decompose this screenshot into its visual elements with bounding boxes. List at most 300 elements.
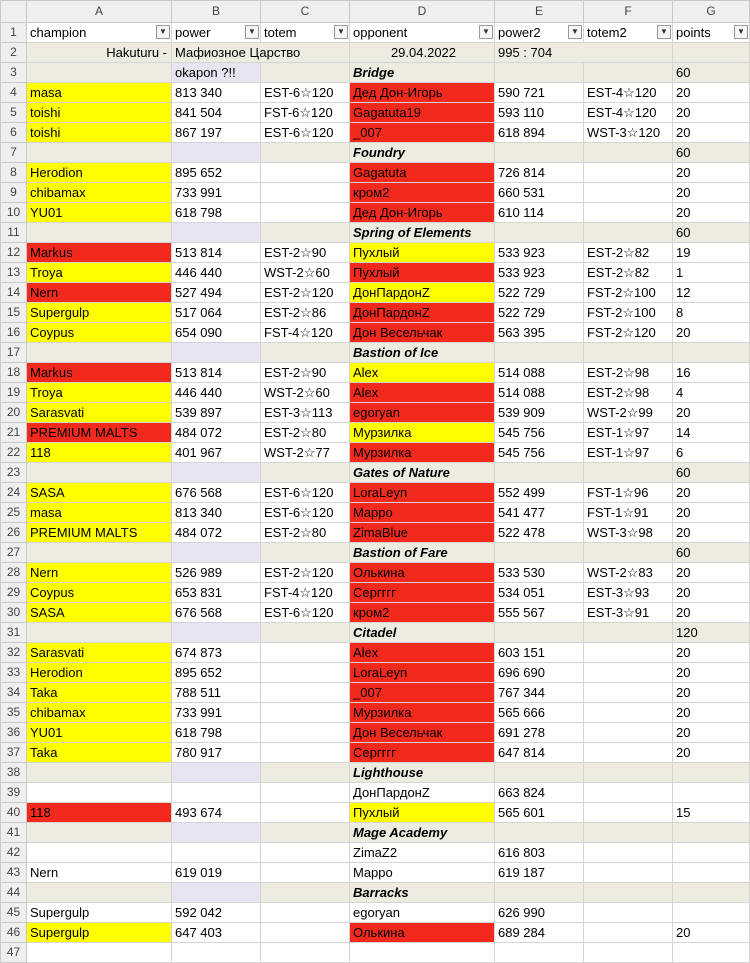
cell[interactable]: EST-6☆120	[261, 83, 350, 103]
cell[interactable]: 14	[673, 423, 750, 443]
cell[interactable]: Мaрро	[350, 503, 495, 523]
cell[interactable]: FST-2☆100	[584, 303, 673, 323]
cell[interactable]	[350, 943, 495, 963]
row-header[interactable]: 39	[1, 783, 27, 803]
cell[interactable]: Bastion of Ice	[350, 343, 495, 363]
cell[interactable]: кром2	[350, 603, 495, 623]
header-cell-champion[interactable]	[27, 23, 172, 43]
row-header[interactable]: 41	[1, 823, 27, 843]
cell[interactable]: Сергггг	[350, 743, 495, 763]
cell[interactable]: 592 042	[172, 903, 261, 923]
row-header[interactable]: 16	[1, 323, 27, 343]
cell[interactable]	[27, 143, 172, 163]
info-cell[interactable]: Hakuturu -	[27, 43, 172, 63]
cell[interactable]: EST-2☆90	[261, 243, 350, 263]
cell[interactable]: 788 511	[172, 683, 261, 703]
row-header[interactable]: 1	[1, 23, 27, 43]
row-header[interactable]: 44	[1, 883, 27, 903]
cell[interactable]: Олькина	[350, 923, 495, 943]
cell[interactable]: Дон Весельчак	[350, 323, 495, 343]
cell[interactable]: _007	[350, 683, 495, 703]
cell[interactable]	[584, 783, 673, 803]
row-header[interactable]: 13	[1, 263, 27, 283]
cell[interactable]: 527 494	[172, 283, 261, 303]
cell[interactable]	[584, 463, 673, 483]
cell[interactable]: 20	[673, 703, 750, 723]
cell[interactable]	[27, 543, 172, 563]
cell[interactable]: Олькина	[350, 563, 495, 583]
cell[interactable]: 118	[27, 443, 172, 463]
cell[interactable]	[261, 643, 350, 663]
cell[interactable]: SASA	[27, 603, 172, 623]
dropdown-arrow-icon[interactable]: ▼	[245, 25, 259, 39]
cell[interactable]	[261, 763, 350, 783]
cell[interactable]: FST-1☆96	[584, 483, 673, 503]
cell[interactable]: 20	[673, 483, 750, 503]
cell[interactable]: 20	[673, 743, 750, 763]
cell[interactable]: 767 344	[495, 683, 584, 703]
cell[interactable]: 60	[673, 223, 750, 243]
cell[interactable]: 12	[673, 283, 750, 303]
cell[interactable]: 676 568	[172, 483, 261, 503]
cell[interactable]: 20	[673, 663, 750, 683]
cell[interactable]: Alex	[350, 383, 495, 403]
cell[interactable]: EST-1☆97	[584, 443, 673, 463]
cell[interactable]: WST-2☆60	[261, 263, 350, 283]
dropdown-arrow-icon[interactable]: ▼	[568, 25, 582, 39]
row-header[interactable]: 40	[1, 803, 27, 823]
cell[interactable]: 484 072	[172, 423, 261, 443]
cell[interactable]	[261, 743, 350, 763]
cell[interactable]: 534 051	[495, 583, 584, 603]
cell[interactable]: Пухлый	[350, 803, 495, 823]
header-cell-power[interactable]	[172, 23, 261, 43]
cell[interactable]	[261, 843, 350, 863]
row-header[interactable]: 24	[1, 483, 27, 503]
cell[interactable]: chibamax	[27, 703, 172, 723]
cell[interactable]	[584, 543, 673, 563]
cell[interactable]: 60	[673, 63, 750, 83]
cell[interactable]: 545 756	[495, 423, 584, 443]
cell[interactable]	[495, 623, 584, 643]
cell[interactable]: 618 894	[495, 123, 584, 143]
cell[interactable]	[261, 703, 350, 723]
row-header[interactable]: 38	[1, 763, 27, 783]
cell[interactable]: masa	[27, 83, 172, 103]
cell[interactable]: ZimaBlue	[350, 523, 495, 543]
row-header[interactable]: 10	[1, 203, 27, 223]
column-header-A[interactable]: A	[27, 1, 172, 23]
cell[interactable]: 533 923	[495, 263, 584, 283]
cell[interactable]: Nern	[27, 283, 172, 303]
cell[interactable]: EST-6☆120	[261, 483, 350, 503]
cell[interactable]: PREMIUM MALTS	[27, 423, 172, 443]
header-cell-points[interactable]	[673, 23, 750, 43]
cell[interactable]	[261, 823, 350, 843]
row-header[interactable]: 33	[1, 663, 27, 683]
cell[interactable]: EST-2☆120	[261, 563, 350, 583]
row-header[interactable]: 32	[1, 643, 27, 663]
row-header[interactable]: 9	[1, 183, 27, 203]
cell[interactable]	[495, 463, 584, 483]
cell[interactable]	[27, 343, 172, 363]
cell[interactable]: Nern	[27, 863, 172, 883]
cell[interactable]: 590 721	[495, 83, 584, 103]
dropdown-arrow-icon[interactable]: ▼	[657, 25, 671, 39]
cell[interactable]: 541 477	[495, 503, 584, 523]
cell[interactable]	[673, 903, 750, 923]
cell[interactable]: EST-2☆80	[261, 423, 350, 443]
cell[interactable]	[172, 623, 261, 643]
cell[interactable]: EST-2☆90	[261, 363, 350, 383]
cell[interactable]	[27, 883, 172, 903]
cell[interactable]: 565 666	[495, 703, 584, 723]
cell[interactable]: WST-2☆99	[584, 403, 673, 423]
cell[interactable]	[495, 883, 584, 903]
cell[interactable]: chibamax	[27, 183, 172, 203]
cell[interactable]: Foundry	[350, 143, 495, 163]
cell[interactable]: FST-4☆120	[261, 323, 350, 343]
cell[interactable]	[584, 743, 673, 763]
row-header[interactable]: 28	[1, 563, 27, 583]
cell[interactable]: WST-3☆98	[584, 523, 673, 543]
cell[interactable]: 16	[673, 363, 750, 383]
cell[interactable]: EST-2☆98	[584, 363, 673, 383]
cell[interactable]: EST-2☆80	[261, 523, 350, 543]
cell[interactable]	[584, 623, 673, 643]
cell[interactable]: PREMIUM MALTS	[27, 523, 172, 543]
cell[interactable]: FST-1☆91	[584, 503, 673, 523]
cell[interactable]: 20	[673, 523, 750, 543]
cell[interactable]	[27, 623, 172, 643]
dropdown-arrow-icon[interactable]: ▼	[734, 25, 748, 39]
cell[interactable]: Gates of Nature	[350, 463, 495, 483]
row-header[interactable]: 17	[1, 343, 27, 363]
cell[interactable]: 20	[673, 103, 750, 123]
cell[interactable]	[673, 823, 750, 843]
row-header[interactable]: 31	[1, 623, 27, 643]
cell[interactable]: 513 814	[172, 363, 261, 383]
cell[interactable]: 610 114	[495, 203, 584, 223]
row-header[interactable]: 35	[1, 703, 27, 723]
cell[interactable]	[261, 863, 350, 883]
cell[interactable]: 618 798	[172, 723, 261, 743]
cell[interactable]	[584, 203, 673, 223]
cell[interactable]: 20	[673, 683, 750, 703]
info-cell[interactable]: 29.04.2022	[350, 43, 495, 63]
cell[interactable]: Taka	[27, 683, 172, 703]
cell[interactable]: ZimaZ2	[350, 843, 495, 863]
cell[interactable]: 533 530	[495, 563, 584, 583]
cell[interactable]: 563 395	[495, 323, 584, 343]
cell[interactable]: FST-6☆120	[261, 103, 350, 123]
cell[interactable]	[495, 823, 584, 843]
cell[interactable]: FST-4☆120	[261, 583, 350, 603]
cell[interactable]: 565 601	[495, 803, 584, 823]
cell[interactable]: 20	[673, 563, 750, 583]
cell[interactable]: Мурзилка	[350, 423, 495, 443]
cell[interactable]: 689 284	[495, 923, 584, 943]
cell[interactable]: Taka	[27, 743, 172, 763]
cell[interactable]	[584, 223, 673, 243]
row-header[interactable]: 14	[1, 283, 27, 303]
header-cell-power2[interactable]	[495, 23, 584, 43]
cell[interactable]: Дед Дон-Игорь	[350, 203, 495, 223]
cell[interactable]	[584, 763, 673, 783]
cell[interactable]	[584, 823, 673, 843]
cell[interactable]: 660 531	[495, 183, 584, 203]
cell[interactable]: 20	[673, 163, 750, 183]
cell[interactable]: masa	[27, 503, 172, 523]
row-header[interactable]: 42	[1, 843, 27, 863]
cell[interactable]	[27, 463, 172, 483]
cell[interactable]: 895 652	[172, 663, 261, 683]
cell[interactable]: Herodion	[27, 663, 172, 683]
row-header[interactable]: 36	[1, 723, 27, 743]
row-header[interactable]: 7	[1, 143, 27, 163]
cell[interactable]: EST-2☆82	[584, 263, 673, 283]
row-header[interactable]: 43	[1, 863, 27, 883]
cell[interactable]	[261, 683, 350, 703]
row-header[interactable]: 5	[1, 103, 27, 123]
cell[interactable]: Spring of Elements	[350, 223, 495, 243]
cell[interactable]: 20	[673, 403, 750, 423]
cell[interactable]: Lighthouse	[350, 763, 495, 783]
cell[interactable]: Troya	[27, 383, 172, 403]
cell[interactable]: 446 440	[172, 383, 261, 403]
cell[interactable]	[261, 143, 350, 163]
cell[interactable]: WST-2☆83	[584, 563, 673, 583]
cell[interactable]	[495, 223, 584, 243]
cell[interactable]: 539 897	[172, 403, 261, 423]
cell[interactable]: 813 340	[172, 83, 261, 103]
cell[interactable]: 20	[673, 83, 750, 103]
cell[interactable]	[495, 143, 584, 163]
cell[interactable]: EST-2☆82	[584, 243, 673, 263]
cell[interactable]: 20	[673, 603, 750, 623]
cell[interactable]	[495, 763, 584, 783]
cell[interactable]: 60	[673, 543, 750, 563]
cell[interactable]	[673, 763, 750, 783]
cell[interactable]: 522 729	[495, 303, 584, 323]
cell[interactable]	[261, 803, 350, 823]
cell[interactable]	[27, 783, 172, 803]
row-header[interactable]: 46	[1, 923, 27, 943]
cell[interactable]: 647 403	[172, 923, 261, 943]
cell[interactable]	[261, 723, 350, 743]
cell[interactable]: Herodion	[27, 163, 172, 183]
row-header[interactable]: 34	[1, 683, 27, 703]
cell[interactable]	[261, 63, 350, 83]
header-cell-totem[interactable]	[261, 23, 350, 43]
cell[interactable]: EST-4☆120	[584, 103, 673, 123]
cell[interactable]: 522 729	[495, 283, 584, 303]
cell[interactable]: EST-2☆120	[261, 283, 350, 303]
cell[interactable]: 20	[673, 203, 750, 223]
cell[interactable]: 493 674	[172, 803, 261, 823]
cell[interactable]	[584, 883, 673, 903]
cell[interactable]: Mage Academy	[350, 823, 495, 843]
cell[interactable]: EST-6☆120	[261, 123, 350, 143]
column-header-G[interactable]: G	[673, 1, 750, 23]
info-cell[interactable]: Мафиозное Царство	[172, 43, 350, 63]
cell[interactable]: 733 991	[172, 703, 261, 723]
cell[interactable]	[584, 863, 673, 883]
cell[interactable]: EST-6☆120	[261, 503, 350, 523]
cell[interactable]: Gagatuta19	[350, 103, 495, 123]
cell[interactable]	[172, 783, 261, 803]
row-header[interactable]: 45	[1, 903, 27, 923]
cell[interactable]	[261, 903, 350, 923]
cell[interactable]	[584, 683, 673, 703]
row-header[interactable]: 19	[1, 383, 27, 403]
cell[interactable]	[673, 343, 750, 363]
cell[interactable]: 603 151	[495, 643, 584, 663]
cell[interactable]: 526 989	[172, 563, 261, 583]
row-header[interactable]: 22	[1, 443, 27, 463]
cell[interactable]: 619 187	[495, 863, 584, 883]
cell[interactable]: LoraLeyn	[350, 483, 495, 503]
cell[interactable]: SASA	[27, 483, 172, 503]
cell[interactable]	[584, 343, 673, 363]
cell[interactable]: 653 831	[172, 583, 261, 603]
cell[interactable]: 663 824	[495, 783, 584, 803]
cell[interactable]	[261, 943, 350, 963]
cell[interactable]: 20	[673, 923, 750, 943]
row-header[interactable]: 3	[1, 63, 27, 83]
cell[interactable]: 446 440	[172, 263, 261, 283]
column-header-B[interactable]: B	[172, 1, 261, 23]
cell[interactable]: Сергггг	[350, 583, 495, 603]
cell[interactable]: WST-3☆120	[584, 123, 673, 143]
cell[interactable]: 6	[673, 443, 750, 463]
cell[interactable]: 20	[673, 503, 750, 523]
cell[interactable]: okapon ?!!	[172, 63, 261, 83]
cell[interactable]	[261, 623, 350, 643]
cell[interactable]: 20	[673, 123, 750, 143]
cell[interactable]: 539 909	[495, 403, 584, 423]
cell[interactable]	[673, 843, 750, 863]
cell[interactable]: Barracks	[350, 883, 495, 903]
cell[interactable]	[584, 903, 673, 923]
column-header-E[interactable]: E	[495, 1, 584, 23]
cell[interactable]	[172, 143, 261, 163]
cell[interactable]: EST-3☆113	[261, 403, 350, 423]
row-header[interactable]: 29	[1, 583, 27, 603]
cell[interactable]: Troya	[27, 263, 172, 283]
cell[interactable]	[172, 823, 261, 843]
cell[interactable]: Мурзилка	[350, 703, 495, 723]
cell[interactable]	[261, 223, 350, 243]
cell[interactable]: Дед Дон-Игорь	[350, 83, 495, 103]
cell[interactable]: Мурзилка	[350, 443, 495, 463]
cell[interactable]	[172, 883, 261, 903]
cell[interactable]: 522 478	[495, 523, 584, 543]
cell[interactable]	[673, 943, 750, 963]
cell[interactable]: 733 991	[172, 183, 261, 203]
cell[interactable]: 593 110	[495, 103, 584, 123]
cell[interactable]	[261, 463, 350, 483]
cell[interactable]: 726 814	[495, 163, 584, 183]
cell[interactable]	[495, 543, 584, 563]
cell[interactable]: 20	[673, 183, 750, 203]
cell[interactable]	[27, 63, 172, 83]
dropdown-arrow-icon[interactable]: ▼	[334, 25, 348, 39]
cell[interactable]: 15	[673, 803, 750, 823]
cell[interactable]: 696 690	[495, 663, 584, 683]
cell[interactable]: Alex	[350, 643, 495, 663]
cell[interactable]: WST-2☆60	[261, 383, 350, 403]
row-header[interactable]: 11	[1, 223, 27, 243]
cell[interactable]: 691 278	[495, 723, 584, 743]
cell[interactable]	[584, 183, 673, 203]
row-header[interactable]: 23	[1, 463, 27, 483]
cell[interactable]: 20	[673, 583, 750, 603]
cell[interactable]	[584, 923, 673, 943]
cell[interactable]: 514 088	[495, 383, 584, 403]
cell[interactable]: toishi	[27, 123, 172, 143]
cell[interactable]: Sarasvati	[27, 403, 172, 423]
cell[interactable]	[261, 663, 350, 683]
cell[interactable]: ДонПардонZ	[350, 283, 495, 303]
cell[interactable]: 674 873	[172, 643, 261, 663]
cell[interactable]: Пухлый	[350, 243, 495, 263]
cell[interactable]: 517 064	[172, 303, 261, 323]
cell[interactable]: 654 090	[172, 323, 261, 343]
cell[interactable]: egoryan	[350, 903, 495, 923]
cell[interactable]	[172, 343, 261, 363]
cell[interactable]: YU01	[27, 723, 172, 743]
cell[interactable]	[584, 163, 673, 183]
cell[interactable]: egoryan	[350, 403, 495, 423]
cell[interactable]: 8	[673, 303, 750, 323]
cell[interactable]: YU01	[27, 203, 172, 223]
cell[interactable]: 867 197	[172, 123, 261, 143]
cell[interactable]: 618 798	[172, 203, 261, 223]
cell[interactable]: Мaрро	[350, 863, 495, 883]
cell[interactable]: _007	[350, 123, 495, 143]
column-header-C[interactable]: C	[261, 1, 350, 23]
row-header[interactable]: 47	[1, 943, 27, 963]
cell[interactable]: 780 917	[172, 743, 261, 763]
cell[interactable]: 20	[673, 723, 750, 743]
cell[interactable]: 401 967	[172, 443, 261, 463]
cell[interactable]: LoraLeyn	[350, 663, 495, 683]
cell[interactable]	[27, 943, 172, 963]
cell[interactable]: ДонПардонZ	[350, 303, 495, 323]
cell[interactable]: 20	[673, 643, 750, 663]
cell[interactable]	[495, 343, 584, 363]
cell[interactable]: 545 756	[495, 443, 584, 463]
row-header[interactable]: 37	[1, 743, 27, 763]
cell[interactable]	[584, 663, 673, 683]
cell[interactable]: ДонПардонZ	[350, 783, 495, 803]
cell[interactable]: 60	[673, 143, 750, 163]
cell[interactable]: Bridge	[350, 63, 495, 83]
cell[interactable]	[27, 763, 172, 783]
cell[interactable]: Citadel	[350, 623, 495, 643]
cell[interactable]	[172, 843, 261, 863]
cell[interactable]: 60	[673, 463, 750, 483]
cell[interactable]	[673, 783, 750, 803]
cell[interactable]: Coypus	[27, 583, 172, 603]
row-header[interactable]: 2	[1, 43, 27, 63]
cell[interactable]: Alex	[350, 363, 495, 383]
cell[interactable]: 19	[673, 243, 750, 263]
cell[interactable]: EST-3☆91	[584, 603, 673, 623]
cell[interactable]: Supergulp	[27, 903, 172, 923]
column-header-F[interactable]: F	[584, 1, 673, 23]
